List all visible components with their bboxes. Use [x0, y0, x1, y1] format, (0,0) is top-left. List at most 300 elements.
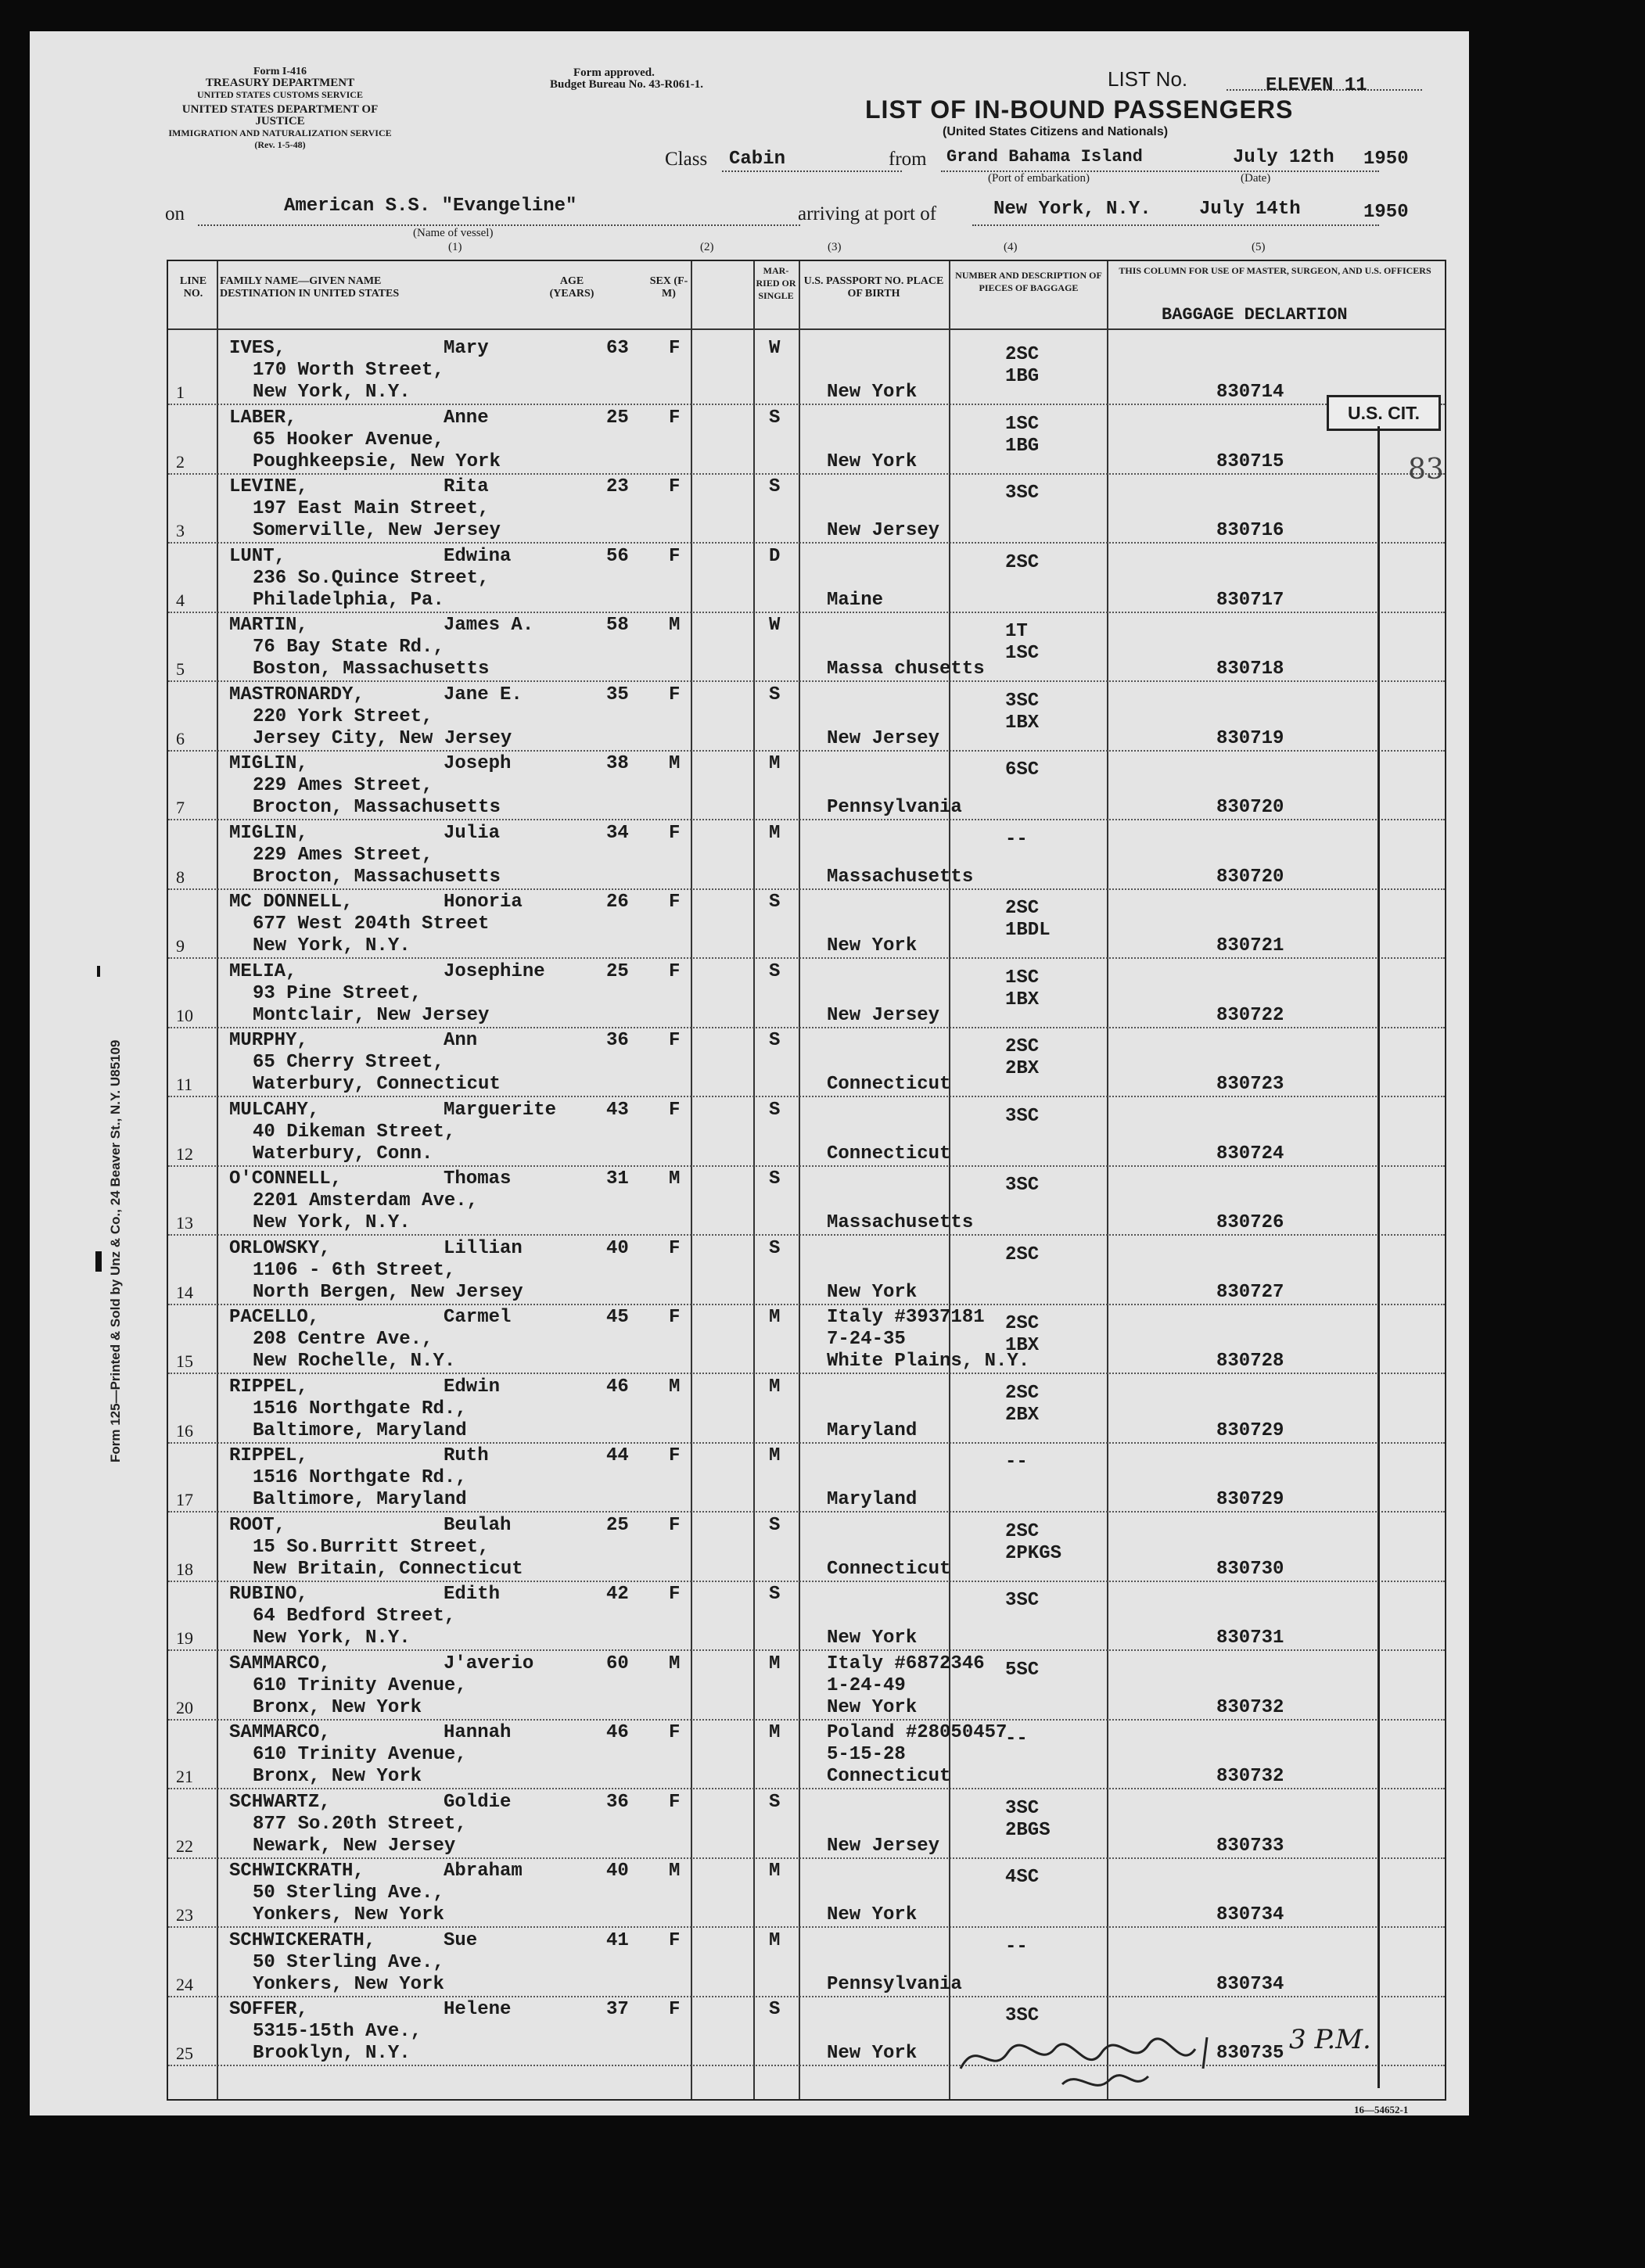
- marital-status: S: [769, 1999, 781, 2020]
- col-header-sex: SEX (F-M): [649, 275, 688, 300]
- place-of-birth: New York: [827, 450, 918, 472]
- address-line-1: 877 So.20th Street,: [253, 1813, 467, 1835]
- passport-date: 5-15-28: [827, 1744, 906, 1765]
- baggage-1: 3SC: [1005, 1105, 1040, 1127]
- family-name: O'CONNELL,: [229, 1168, 343, 1190]
- address-line-1: 236 So.Quince Street,: [253, 567, 490, 589]
- col-header-name: FAMILY NAME—GIVEN NAME DESTINATION IN UNITED STATES: [220, 275, 400, 300]
- place-of-birth: Maryland: [827, 1489, 918, 1510]
- family-name: MULCAHY,: [229, 1099, 320, 1121]
- table-row: [168, 544, 1445, 613]
- address-line-1: 1106 - 6th Street,: [253, 1259, 456, 1281]
- address-line-1: 76 Bay State Rd.,: [253, 637, 444, 658]
- passport-date: 7-24-35: [827, 1329, 906, 1350]
- us-citizen-stamp: U.S. CIT.: [1327, 395, 1441, 431]
- family-name: PACELLO,: [229, 1307, 320, 1328]
- sex: F: [669, 1999, 681, 2020]
- list-no-value: ELEVEN 11: [1266, 75, 1367, 96]
- place-of-birth: Connecticut: [827, 1143, 951, 1165]
- place-of-birth: New York: [827, 935, 918, 956]
- marital-status: S: [769, 1791, 781, 1813]
- family-name: LABER,: [229, 407, 297, 429]
- family-name: MIGLIN,: [229, 753, 308, 774]
- customs-service: UNITED STATES CUSTOMS SERVICE: [197, 89, 363, 100]
- address-line-2: New Rochelle, N.Y.: [253, 1351, 456, 1372]
- table-row: [168, 406, 1445, 475]
- age: 37: [606, 1999, 629, 2020]
- margin-mark: [97, 966, 100, 977]
- place-of-birth: New York: [827, 382, 918, 403]
- marital-status: D: [769, 545, 781, 567]
- baggage-1: 4SC: [1005, 1867, 1040, 1888]
- family-name: LUNT,: [229, 545, 286, 567]
- age: 36: [606, 1791, 629, 1813]
- line-number: 12: [176, 1143, 193, 1164]
- form-header-left: [159, 66, 401, 151]
- place-of-birth: Connecticut: [827, 1766, 951, 1787]
- sex: F: [669, 1237, 681, 1259]
- budget-bureau: Budget Bureau No. 43-R061-1.: [550, 78, 703, 91]
- address-line-1: 197 East Main Street,: [253, 498, 490, 519]
- line-number: 19: [176, 1628, 193, 1648]
- declaration-number: 830735: [1216, 2043, 1284, 2064]
- address-line-2: Baltimore, Maryland: [253, 1419, 467, 1441]
- address-line-2: Somerville, New Jersey: [253, 520, 501, 541]
- marital-status: M: [769, 822, 781, 844]
- sex: F: [669, 545, 681, 567]
- declaration-number: 830717: [1216, 589, 1284, 611]
- age: 46: [606, 1722, 629, 1743]
- place-of-birth: Connecticut: [827, 1558, 951, 1580]
- sex: F: [669, 1307, 681, 1328]
- baggage-1: --: [1005, 1936, 1028, 1958]
- given-name: Abraham: [444, 1861, 523, 1882]
- table-row: [168, 1859, 1445, 1928]
- table-row: [168, 336, 1445, 405]
- from-value: Grand Bahama Island: [946, 147, 1143, 167]
- marital-status: M: [769, 1445, 781, 1466]
- table-row: [168, 821, 1445, 890]
- declaration-number: 830732: [1216, 1696, 1284, 1718]
- baggage-2: 1SC: [1005, 643, 1040, 664]
- age: 25: [606, 1514, 629, 1536]
- marital-status: M: [769, 1722, 781, 1743]
- address-line-2: North Bergen, New Jersey: [253, 1281, 523, 1303]
- table-row: [168, 475, 1445, 544]
- line-number: 24: [176, 1974, 193, 1994]
- passenger-table: [167, 260, 1446, 2101]
- age: 26: [606, 892, 629, 913]
- given-name: Anne: [444, 407, 489, 429]
- place-of-birth: New Jersey: [827, 1835, 940, 1857]
- age: 58: [606, 615, 629, 636]
- declaration-number: 830726: [1216, 1212, 1284, 1233]
- given-name: James A.: [444, 615, 534, 636]
- line-number: 15: [176, 1351, 193, 1371]
- line-number: 8: [176, 867, 185, 887]
- given-name: J'averio: [444, 1653, 534, 1674]
- passport-date: 1-24-49: [827, 1674, 906, 1696]
- place-of-birth: Massa chusetts: [827, 659, 985, 680]
- age: 38: [606, 753, 629, 774]
- age: 42: [606, 1584, 629, 1605]
- age: 46: [606, 1376, 629, 1398]
- family-name: MARTIN,: [229, 615, 308, 636]
- address-line-1: 65 Hooker Avenue,: [253, 429, 444, 450]
- age: 40: [606, 1861, 629, 1882]
- baggage-1: 2SC: [1005, 1036, 1040, 1057]
- baggage-1: 6SC: [1005, 759, 1040, 781]
- age: 25: [606, 407, 629, 429]
- marital-status: M: [769, 1376, 781, 1398]
- line-number: 4: [176, 590, 185, 610]
- baggage-1: --: [1005, 1728, 1028, 1749]
- arrival-port: New York, N.Y.: [993, 199, 1151, 220]
- baggage-1: 2SC: [1005, 1313, 1040, 1334]
- place-of-birth: Connecticut: [827, 1074, 951, 1095]
- age: 25: [606, 960, 629, 982]
- given-name: Edwin: [444, 1376, 501, 1398]
- class-value: Cabin: [729, 149, 786, 170]
- line-number: 16: [176, 1420, 193, 1441]
- address-line-1: 5315-15th Ave.,: [253, 2021, 422, 2042]
- declaration-number: 830728: [1216, 1351, 1284, 1372]
- line-number: 5: [176, 659, 185, 679]
- marital-status: S: [769, 892, 781, 913]
- sex: F: [669, 338, 681, 359]
- address-line-2: New York, N.Y.: [253, 1627, 411, 1649]
- address-line-1: 2201 Amsterdam Ave.,: [253, 1190, 479, 1211]
- table-row: [168, 1028, 1445, 1097]
- given-name: Helene: [444, 1999, 512, 2020]
- table-row: [168, 752, 1445, 820]
- family-name: MIGLIN,: [229, 822, 308, 844]
- marital-status: S: [769, 476, 781, 497]
- address-line-2: New Britain, Connecticut: [253, 1558, 523, 1580]
- sex: F: [669, 1929, 681, 1951]
- baggage-1: 2SC: [1005, 1520, 1040, 1542]
- given-name: Josephine: [444, 960, 545, 982]
- line-number: 22: [176, 1836, 193, 1856]
- declaration-number: 830720: [1216, 797, 1284, 818]
- given-name: Edwina: [444, 545, 512, 567]
- col-header-age: AGE (YEARS): [549, 275, 594, 300]
- address-line-1: 93 Pine Street,: [253, 982, 422, 1004]
- address-line-2: New York, N.Y.: [253, 935, 411, 956]
- from-label: from: [889, 149, 927, 170]
- form-code: Form I-416: [253, 66, 307, 77]
- line-number: 2: [176, 451, 185, 472]
- table-row: [168, 960, 1445, 1028]
- line-number: 13: [176, 1213, 193, 1233]
- family-name: MELIA,: [229, 960, 297, 982]
- sex: M: [669, 753, 681, 774]
- age: 40: [606, 1237, 629, 1259]
- marital-status: W: [769, 615, 781, 636]
- family-name: SAMMARCO,: [229, 1722, 331, 1743]
- form-number: 16—54652-1: [1354, 2104, 1409, 2115]
- age: 45: [606, 1307, 629, 1328]
- form-revision: (Rev. 1-5-48): [254, 139, 306, 150]
- address-line-2: Baltimore, Maryland: [253, 1489, 467, 1510]
- marital-status: M: [769, 1861, 781, 1882]
- given-name: Hannah: [444, 1722, 512, 1743]
- approval-block: [550, 67, 703, 91]
- address-line-1: 50 Sterling Ave.,: [253, 1951, 444, 1973]
- baggage-1: 3SC: [1005, 1590, 1040, 1611]
- line-number: 21: [176, 1767, 193, 1786]
- address-line-2: New York, N.Y.: [253, 382, 411, 403]
- address-line-2: Boston, Massachusetts: [253, 659, 490, 680]
- address-line-2: Poughkeepsie, New York: [253, 450, 501, 472]
- port-caption: (Port of embarkation): [988, 172, 1090, 185]
- declaration-number: 830724: [1216, 1143, 1284, 1165]
- address-line-2: Yonkers, New York: [253, 1904, 444, 1925]
- margin-mark: [95, 1251, 102, 1272]
- baggage-1: --: [1005, 1452, 1028, 1473]
- family-name: RIPPEL,: [229, 1376, 308, 1398]
- place-of-birth: Pennsylvania: [827, 797, 962, 818]
- age: 43: [606, 1099, 629, 1121]
- address-line-1: 610 Trinity Avenue,: [253, 1744, 467, 1765]
- baggage-1: 3SC: [1005, 483, 1040, 504]
- family-name: SCHWARTZ,: [229, 1791, 331, 1813]
- sex: F: [669, 1514, 681, 1536]
- sex: F: [669, 960, 681, 982]
- table-row: [168, 1790, 1445, 1859]
- family-name: ROOT,: [229, 1514, 286, 1536]
- line-number: 7: [176, 798, 185, 817]
- sex: M: [669, 1168, 681, 1190]
- declaration-number: 830722: [1216, 1004, 1284, 1026]
- line-number: 11: [176, 1075, 193, 1094]
- given-name: Thomas: [444, 1168, 512, 1190]
- declaration-number: 830733: [1216, 1835, 1284, 1857]
- page-subtitle: (United States Citizens and Nationals): [943, 125, 1169, 138]
- sex: M: [669, 1861, 681, 1882]
- place-of-birth: New York: [827, 2043, 918, 2064]
- address-line-1: 1516 Northgate Rd.,: [253, 1467, 467, 1488]
- sex: F: [669, 476, 681, 497]
- declaration-number: 830730: [1216, 1558, 1284, 1580]
- declaration-number: 830727: [1216, 1281, 1284, 1303]
- baggage-2: 2BGS: [1005, 1819, 1051, 1841]
- line-number: 10: [176, 1005, 193, 1025]
- col-header-passport: U.S. PASSPORT NO. PLACE OF BIRTH: [803, 275, 944, 300]
- address-line-2: Newark, New Jersey: [253, 1835, 456, 1857]
- line-number: 20: [176, 1697, 193, 1717]
- given-name: Jane E.: [444, 684, 523, 705]
- address-line-2: Bronx, New York: [253, 1766, 422, 1787]
- declaration-number: 830731: [1216, 1627, 1284, 1649]
- declaration-number: 830716: [1216, 520, 1284, 541]
- given-name: Mary: [444, 338, 489, 359]
- baggage-1: 2SC: [1005, 1382, 1040, 1404]
- dept-justice: UNITED STATES DEPARTMENT OF JUSTICE: [181, 103, 379, 127]
- family-name: SAMMARCO,: [229, 1653, 331, 1674]
- baggage-1: 3SC: [1005, 1797, 1040, 1819]
- declaration-number: 830723: [1216, 1074, 1284, 1095]
- sex: M: [669, 1653, 681, 1674]
- col-header-officer: THIS COLUMN FOR USE OF MASTER, SURGEON, AND U.S. OFFICERS: [1119, 265, 1431, 276]
- baggage-2: 1BX: [1005, 712, 1040, 734]
- line-number: 17: [176, 1490, 193, 1509]
- age: 31: [606, 1168, 629, 1190]
- baggage-1: --: [1005, 828, 1028, 850]
- age: 63: [606, 338, 629, 359]
- baggage-1: 2SC: [1005, 1243, 1040, 1265]
- given-name: Rita: [444, 476, 489, 497]
- sex: F: [669, 1099, 681, 1121]
- marital-status: M: [769, 1653, 781, 1674]
- address-line-1: 1516 Northgate Rd.,: [253, 1398, 467, 1419]
- place-of-birth: Pennsylvania: [827, 1973, 962, 1995]
- embark-year: 1950: [1363, 149, 1409, 170]
- place-of-birth: Maine: [827, 589, 884, 611]
- declaration-number: 830729: [1216, 1419, 1284, 1441]
- address-line-2: Bronx, New York: [253, 1696, 422, 1718]
- table-row: [168, 1721, 1445, 1789]
- baggage-1: 2SC: [1005, 898, 1040, 919]
- address-line-2: Yonkers, New York: [253, 1973, 444, 1995]
- given-name: Joseph: [444, 753, 512, 774]
- list-no-label: LIST No.: [1108, 67, 1188, 91]
- table-row: [168, 1652, 1445, 1721]
- family-name: SCHWICKERATH,: [229, 1929, 376, 1951]
- age: 56: [606, 545, 629, 567]
- marital-status: S: [769, 1514, 781, 1536]
- place-of-birth: Massachusetts: [827, 1212, 974, 1233]
- given-name: Edith: [444, 1584, 501, 1605]
- table-row: [168, 1375, 1445, 1444]
- family-name: IVES,: [229, 338, 286, 359]
- baggage-2: 2BX: [1005, 1404, 1040, 1426]
- family-name: MASTRONARDY,: [229, 684, 365, 705]
- table-row: [168, 1929, 1445, 1997]
- family-name: MC DONNELL,: [229, 892, 354, 913]
- passport-number: Poland #28050457: [827, 1722, 1007, 1743]
- family-name: LEVINE,: [229, 476, 308, 497]
- dept-treasury: TREASURY DEPARTMENT: [205, 77, 355, 89]
- marital-status: S: [769, 960, 781, 982]
- date-caption: (Date): [1241, 172, 1271, 185]
- place-of-birth: New Jersey: [827, 727, 940, 749]
- line-number: 1: [176, 382, 185, 402]
- declaration-number: 830714: [1216, 382, 1284, 403]
- baggage-1: 1SC: [1005, 413, 1040, 435]
- col-header-line-no: LINE NO.: [179, 275, 207, 300]
- given-name: Ann: [444, 1030, 478, 1051]
- address-line-1: 65 Cherry Street,: [253, 1052, 444, 1073]
- place-of-birth: New Jersey: [827, 520, 940, 541]
- baggage-2: 1BX: [1005, 1335, 1040, 1356]
- sex: M: [669, 1376, 681, 1398]
- given-name: Carmel: [444, 1307, 512, 1328]
- table-row: [168, 1098, 1445, 1167]
- line-number: 25: [176, 2044, 193, 2063]
- marital-status: S: [769, 684, 781, 705]
- baggage-2: 1BG: [1005, 366, 1040, 387]
- line-number: 9: [176, 936, 185, 956]
- baggage-1: 3SC: [1005, 690, 1040, 712]
- address-line-2: Waterbury, Connecticut: [253, 1074, 501, 1095]
- place-of-birth: New York: [827, 1696, 918, 1718]
- declaration-number: 830734: [1216, 1973, 1284, 1995]
- address-line-1: 208 Centre Ave.,: [253, 1329, 433, 1350]
- marital-status: S: [769, 407, 781, 429]
- family-name: RIPPEL,: [229, 1445, 308, 1466]
- baggage-2: 2PKGS: [1005, 1542, 1062, 1564]
- address-line-1: 229 Ames Street,: [253, 844, 433, 866]
- address-line-2: Jersey City, New Jersey: [253, 727, 512, 749]
- table-row: [168, 1305, 1445, 1374]
- age: 23: [606, 476, 629, 497]
- vessel-name: American S.S. "Evangeline": [284, 196, 577, 217]
- sex: F: [669, 1722, 681, 1743]
- table-row: [168, 1444, 1445, 1513]
- place-of-birth: New York: [827, 1627, 918, 1649]
- marital-status: M: [769, 753, 781, 774]
- baggage-2: 2BX: [1005, 1058, 1040, 1079]
- marital-status: W: [769, 338, 781, 359]
- declaration-number: 830734: [1216, 1904, 1284, 1925]
- marital-status: S: [769, 1584, 781, 1605]
- arriving-label: arriving at port of: [798, 203, 937, 224]
- sex: F: [669, 1584, 681, 1605]
- col-num-2: (2): [700, 241, 714, 253]
- family-name: SOFFER,: [229, 1999, 308, 2020]
- given-name: Ruth: [444, 1445, 489, 1466]
- address-line-1: 220 York Street,: [253, 705, 433, 727]
- place-of-birth: Massachusetts: [827, 866, 974, 888]
- passport-number: Italy #6872346: [827, 1653, 985, 1674]
- table-row: [168, 683, 1445, 752]
- marital-status: S: [769, 1099, 781, 1121]
- baggage-1: 2SC: [1005, 551, 1040, 573]
- baggage-1: 1T: [1005, 621, 1028, 642]
- address-line-1: 677 West 204th Street: [253, 913, 490, 935]
- sex: F: [669, 684, 681, 705]
- place-of-birth: New York: [827, 1281, 918, 1303]
- given-name: Lillian: [444, 1237, 523, 1259]
- address-line-1: 50 Sterling Ave.,: [253, 1882, 444, 1904]
- officer-signature: [953, 2022, 1281, 2108]
- baggage-1: 3SC: [1005, 2005, 1040, 2026]
- marital-status: S: [769, 1030, 781, 1051]
- sex: F: [669, 822, 681, 844]
- sex: F: [669, 1445, 681, 1466]
- line-number: 3: [176, 521, 185, 540]
- baggage-2: 1BX: [1005, 989, 1040, 1010]
- sex: F: [669, 1030, 681, 1051]
- on-label: on: [165, 203, 185, 224]
- address-line-1: 229 Ames Street,: [253, 775, 433, 796]
- col-num-1: (1): [448, 241, 462, 253]
- line-number: 18: [176, 1559, 193, 1579]
- baggage-2: 1BDL: [1005, 920, 1051, 941]
- declaration-number: 830732: [1216, 1766, 1284, 1787]
- table-row: [168, 1582, 1445, 1651]
- table-row: [168, 1167, 1445, 1236]
- given-name: Goldie: [444, 1791, 512, 1813]
- age: 34: [606, 822, 629, 844]
- given-name: Beulah: [444, 1514, 512, 1536]
- marital-status: M: [769, 1929, 781, 1951]
- address-line-2: Waterbury, Conn.: [253, 1143, 433, 1165]
- class-line: [722, 170, 902, 172]
- manifest-page: [30, 31, 1469, 2115]
- baggage-2: 1BG: [1005, 435, 1040, 457]
